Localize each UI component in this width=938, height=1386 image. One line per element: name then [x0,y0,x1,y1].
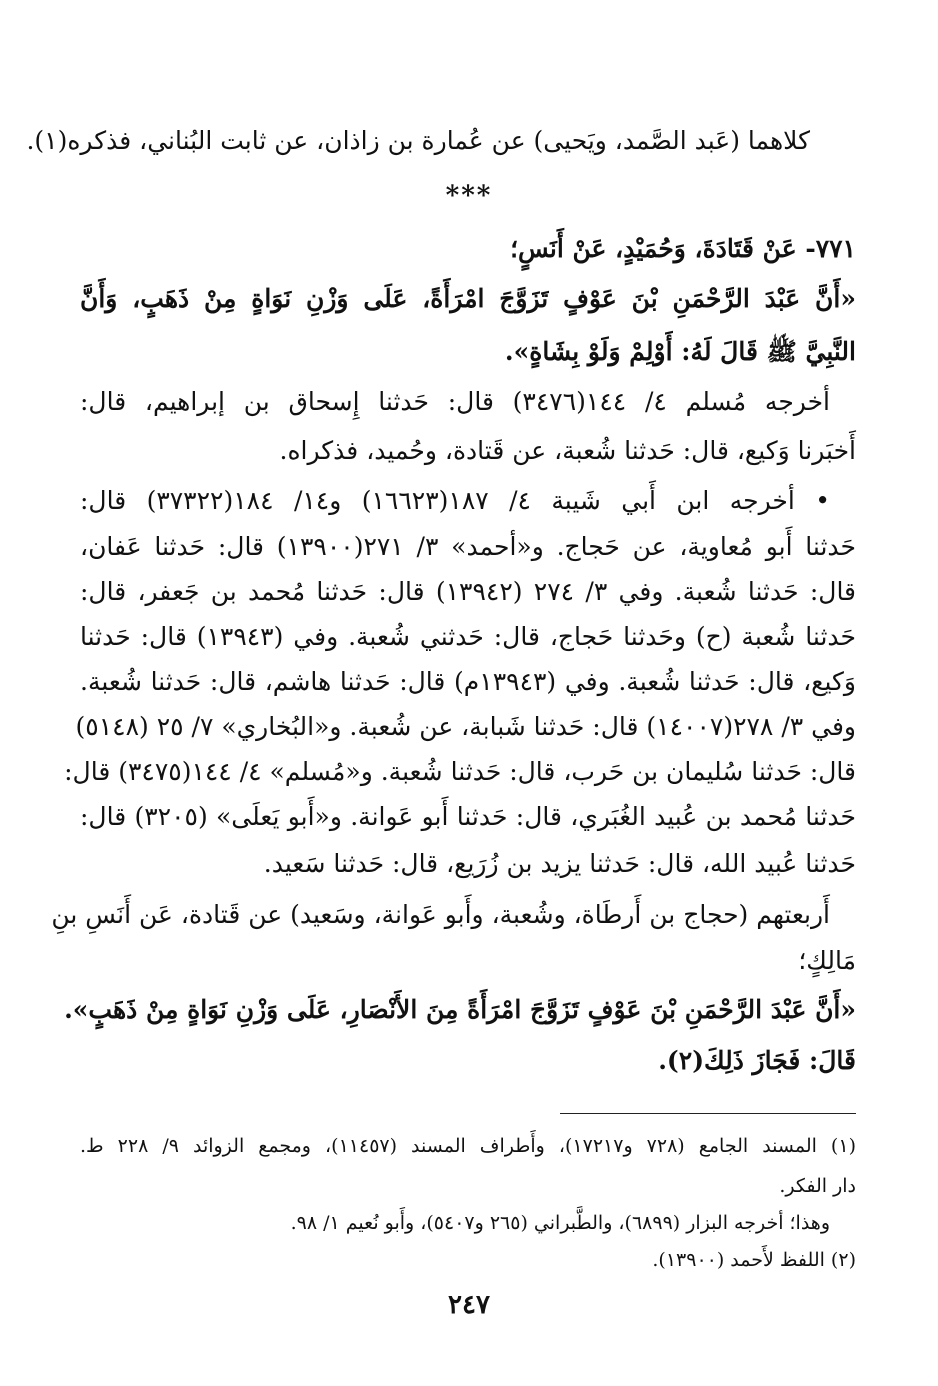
takhrij-2-line-5: وَكيع، قال: حَدثنا شُعبة. وفي (١٣٩٤٣م) قال: حَدثنا هاشم، قال: حَدثنا شُعبة. [80,667,856,696]
hadith-text-line-2: النَّبِيَّ ﷺ قَالَ لَهُ: أَوْلِمْ وَلَوْ بِشَاةٍ». [504,337,856,366]
takhrij-2-line-7: قال: حَدثنا سُليمان بن حَرب، قال: حَدثنا شُعبة. و«مُسلم» ٤/ ١٤٤(٣٤٧٥) قال: [64,757,856,786]
page-number: ٢٤٧ [448,1290,490,1320]
footnote-1-line-3: وهذا؛ أخرجه البزار (٦٨٩٩)، والطَّبراني (٢٦٥ و٥٤٠٧)، وأَبو نُعيم ١/ ٩٨. [290,1212,830,1234]
hadith-text-line-1: «أَنَّ عَبْدَ الرَّحْمَنِ بْنَ عَوْفٍ تَزَوَّجَ امْرَأَةً، عَلَى وَزْنِ نَوَاةٍ مِنْ ذَهَبٍ، وَأَنَّ [80,284,856,313]
hadith-2-text-line-1: «أَنَّ عَبْدَ الرَّحْمَنِ بْنَ عَوْفٍ تَزَوَّجَ امْرَأَةً مِنَ الأَنْصَارِ، عَلَى وَزْنِ نَوَاةٍ مِنْ ذَهَبٍ». [64,995,856,1024]
takhrij-2-line-4: حَدثنا شُعبة (ح) وحَدثنا حَجاج، قال: حَدثني شُعبة. وفي (١٣٩٤٣) قال: حَدثنا [80,622,857,651]
footnote-2: (٢) اللفظ لأَحمد (١٣٩٠٠). [652,1249,856,1271]
takhrij-2-line-1: • أخرجه ابن أَبي شَيبة ٤/ ١٨٧(١٦٦٢٣) و١٤/ ١٨٤(٣٧٣٢٢) قال: [80,486,830,515]
hadith-number-line: ٧٧١- عَنْ قَتَادَةَ، وَحُمَيْدٍ، عَنْ أَنَسٍ؛ [510,234,856,263]
footnote-separator [560,1113,856,1114]
takhrij-2-line-2: حَدثنا أَبو مُعاوية، عن حَجاج. و«أحمد» ٣/ ٢٧١(١٣٩٠٠) قال: حَدثنا عَفان، [80,532,856,561]
takhrij-2-line-8: حَدثنا مُحمد بن عُبيد الغُبَري، قال: حَدثنا أَبو عَوانة. و«أَبو يَعلَى» (٣٢٠٥) قال: [80,802,856,831]
takhrij-2-line-9: حَدثنا عُبيد الله، قال: حَدثنا يزيد بن زُرَيع، قال: حَدثنا سَعيد. [263,849,856,878]
intro-line: كلاهما (عَبد الصَّمد، ويَحيى) عن عُمارة بن زاذان، عن ثابت البُناني، فذكره(١). [26,126,810,155]
arbaatuhum-line-1: أَربعتهم (حجاج بن أَرطَاة، وشُعبة، وأَبو عَوانة، وسَعيد) عن قَتادة، عَن أَنَسِ بنِ [51,900,830,929]
takhrij-1-line-2: أَخبَرنا وَكيع، قال: حَدثنا شُعبة، عن قَتادة، وحُميد، فذكراه. [279,436,856,465]
takhrij-1-line-1: أخرجه مُسلم ٤/ ١٤٤(٣٤٧٦) قال: حَدثنا إِسحاق بن إبراهيم، قال: [80,387,830,416]
footnote-1-line-1: (١) المسند الجامع (٧٢٨ و١٧٢١٧)، وأَطراف المسند (١١٤٥٧)، ومجمع الزوائد ٩/ ٢٢٨ ط. [80,1135,856,1157]
footnote-1-line-2: دار الفكر. [779,1175,856,1197]
takhrij-2-line-3: قال: حَدثنا شُعبة. وفي ٣/ ٢٧٤ (١٣٩٤٢) قال: حَدثنا مُحمد بن جَعفر، قال: [80,577,857,606]
hadith-2-text-line-2: قَالَ: فَجَازَ ذَلِكَ(٢). [658,1046,856,1075]
takhrij-2-line-6: وفي ٣/ ٢٧٨(١٤٠٠٧) قال: حَدثنا شَبابة، عن شُعبة. و«البُخاري» ٧/ ٢٥ (٥١٤٨) [75,712,856,741]
separator-stars: *** [445,181,493,211]
arbaatuhum-line-2: مَالِكٍ؛ [798,946,856,975]
